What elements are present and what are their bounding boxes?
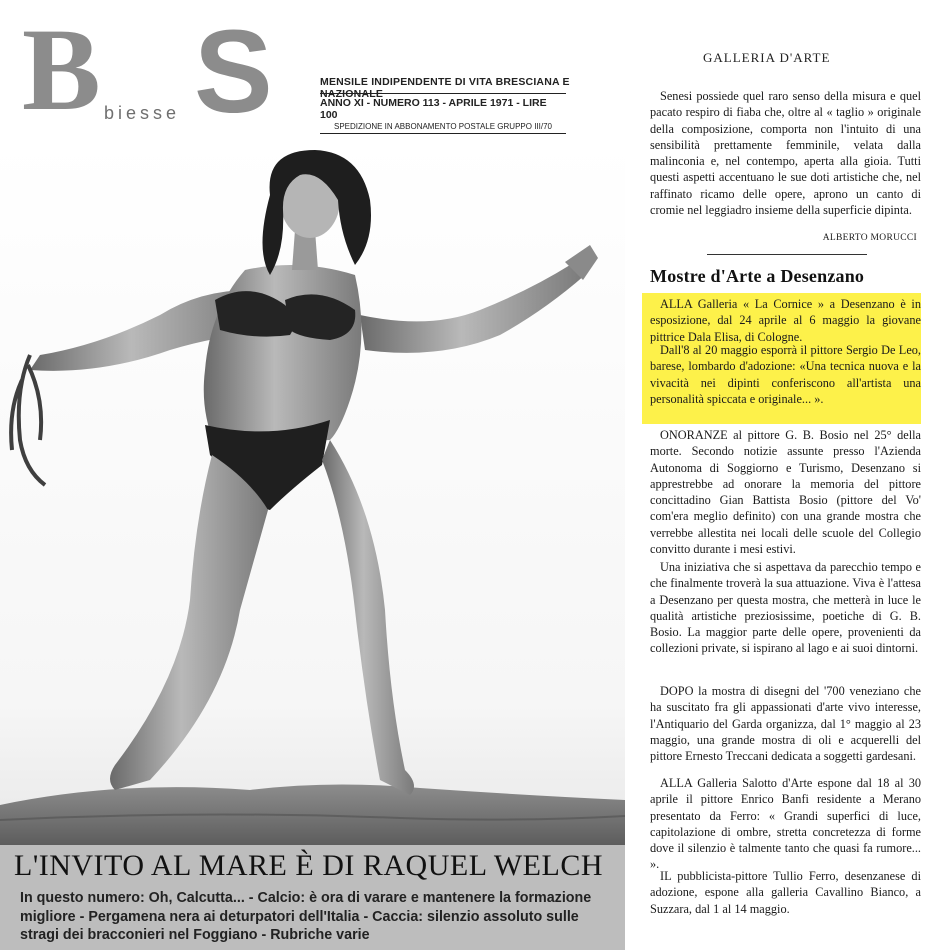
cover-teaser: In questo numero: Oh, Calcutta... - Calcio: è ora di varare e mantenere la formazione migliore - Pergamena nera ai deturpatori dell'Italia - Caccia: silenzio assoluto sulle stragi dei bracconieri nel Foggiano - Rubriche varie [20, 890, 592, 943]
issue-box [320, 93, 566, 134]
paragraph-banfi [650, 775, 921, 873]
article-heading: Mostre d'Arte a Desenzano [650, 266, 865, 286]
paragraph-ferro [650, 868, 921, 917]
postal-line: SPEDIZIONE IN ABBONAMENTO POSTALE GRUPPO III/70 [334, 122, 552, 131]
logo-letter-b: B [22, 4, 97, 135]
logo-word: biesse [104, 103, 181, 123]
paragraph-text: IL pubblicista-pittore Tullio Ferro, desenzanese di adozione, espone alla galleria Cavallino Bianco, a Suzzara, dal 1 al 14 maggio. [650, 869, 921, 916]
paragraph-de-leo [650, 342, 921, 407]
paragraph-text: DOPO la mostra di disegni del '700 veneziano che ha suscitato fra gli appassionati d'arte vivo interesse, l'Antiquario del Garda organizza, dal 1° maggio al 23 maggio, una grande mostra di oli e acquerelli del pittore Ernesto Treccani dedicata a soggetti gardesani. [650, 684, 921, 764]
paragraph-text: ONORANZE al pittore G. B. Bosio nel 25° della morte. Secondo notizie assunte presso l'Azienda Autonoma di Soggiorno e Turismo, Desenzano si apprestrebbe ad onorare la memoria del pittore concittadino Gian Battista Bosio (pittore del Vo' com'era meglio definito) con una grande mostra che verrebbe allestita nei locali delle scuole del Collegio convitto durante i mesi estivi. [650, 428, 921, 557]
paragraph-text: Senesi possiede quel raro senso della misura e quel pacato respiro di fiaba che, oltre al « taglio » originale della composizione, comporta non l'intuito di una sensibilità prettamente femminile, velata dalla malinconia e, nel contempo, aperta alla gioia. Tutti questi aspetti accentuano le sue doti artistiche che, nel raffinato ricamo delle opere, aprono un canto di cromie nel leggiadro insieme della superficie dipinta. [650, 89, 921, 218]
paragraph-senesi [650, 88, 921, 218]
paragraph-text: ALLA Galleria « La Cornice » a Desenzano è in esposizione, dal 24 aprile al 6 maggio la giovane pittrice Dala Elisa, di Cologne. [650, 297, 921, 344]
paragraph-la-cornice [650, 296, 921, 345]
paragraph-onoranze [650, 427, 921, 557]
masthead-tagline: MENSILE INDIPENDENTE DI VITA BRESCIANA E NAZIONALE [320, 76, 570, 100]
byline: ALBERTO MORUCCI [822, 233, 917, 243]
logo-letter-s: S [194, 6, 273, 138]
divider [707, 254, 867, 255]
issue-line: ANNO XI - NUMERO 113 - APRILE 1971 - LIRE 100 [320, 97, 547, 121]
paragraph-treccani [650, 683, 921, 764]
article-page [630, 0, 931, 950]
section-header: GALLERIA D'ARTE [703, 50, 831, 65]
cover-headline: L'INVITO AL MARE È DI RAQUEL WELCH [14, 849, 604, 882]
paragraph-text: ALLA Galleria Salotto d'Arte espone dal 18 al 30 aprile il pittore Enrico Banfi residente a Merano presentato da Ferro: « Grandi superfici di luce, capitolazione di ombre, stretta concretezza di forme dove il silenzio è talmente tanto che quasi fa rumore... ». [650, 776, 921, 872]
paragraph-text: Una iniziativa che si aspettava da parecchio tempo e che finalmente troverà la sua attuazione. Viva è l'attesa a Desenzano per questa mostra, che metterà in luce le qualità artistiche preziosissime, poetiche di G. B. Bosio. La maggior parte delle opere, provenienti da collezioni private, si ispirano al lago e ai suoi dintorni. [650, 560, 921, 656]
paragraph-text: Dall'8 al 20 maggio esporrà il pittore Sergio De Leo, barese, lombardo d'adozione: «Una tecnica nuova e la vivacità nei dipinti conferiscono all'artista una personalità spiccata e originale... ». [650, 343, 921, 406]
cover-headline-band [0, 845, 625, 950]
paragraph-iniziativa [650, 559, 921, 657]
cover-photo [0, 140, 625, 845]
